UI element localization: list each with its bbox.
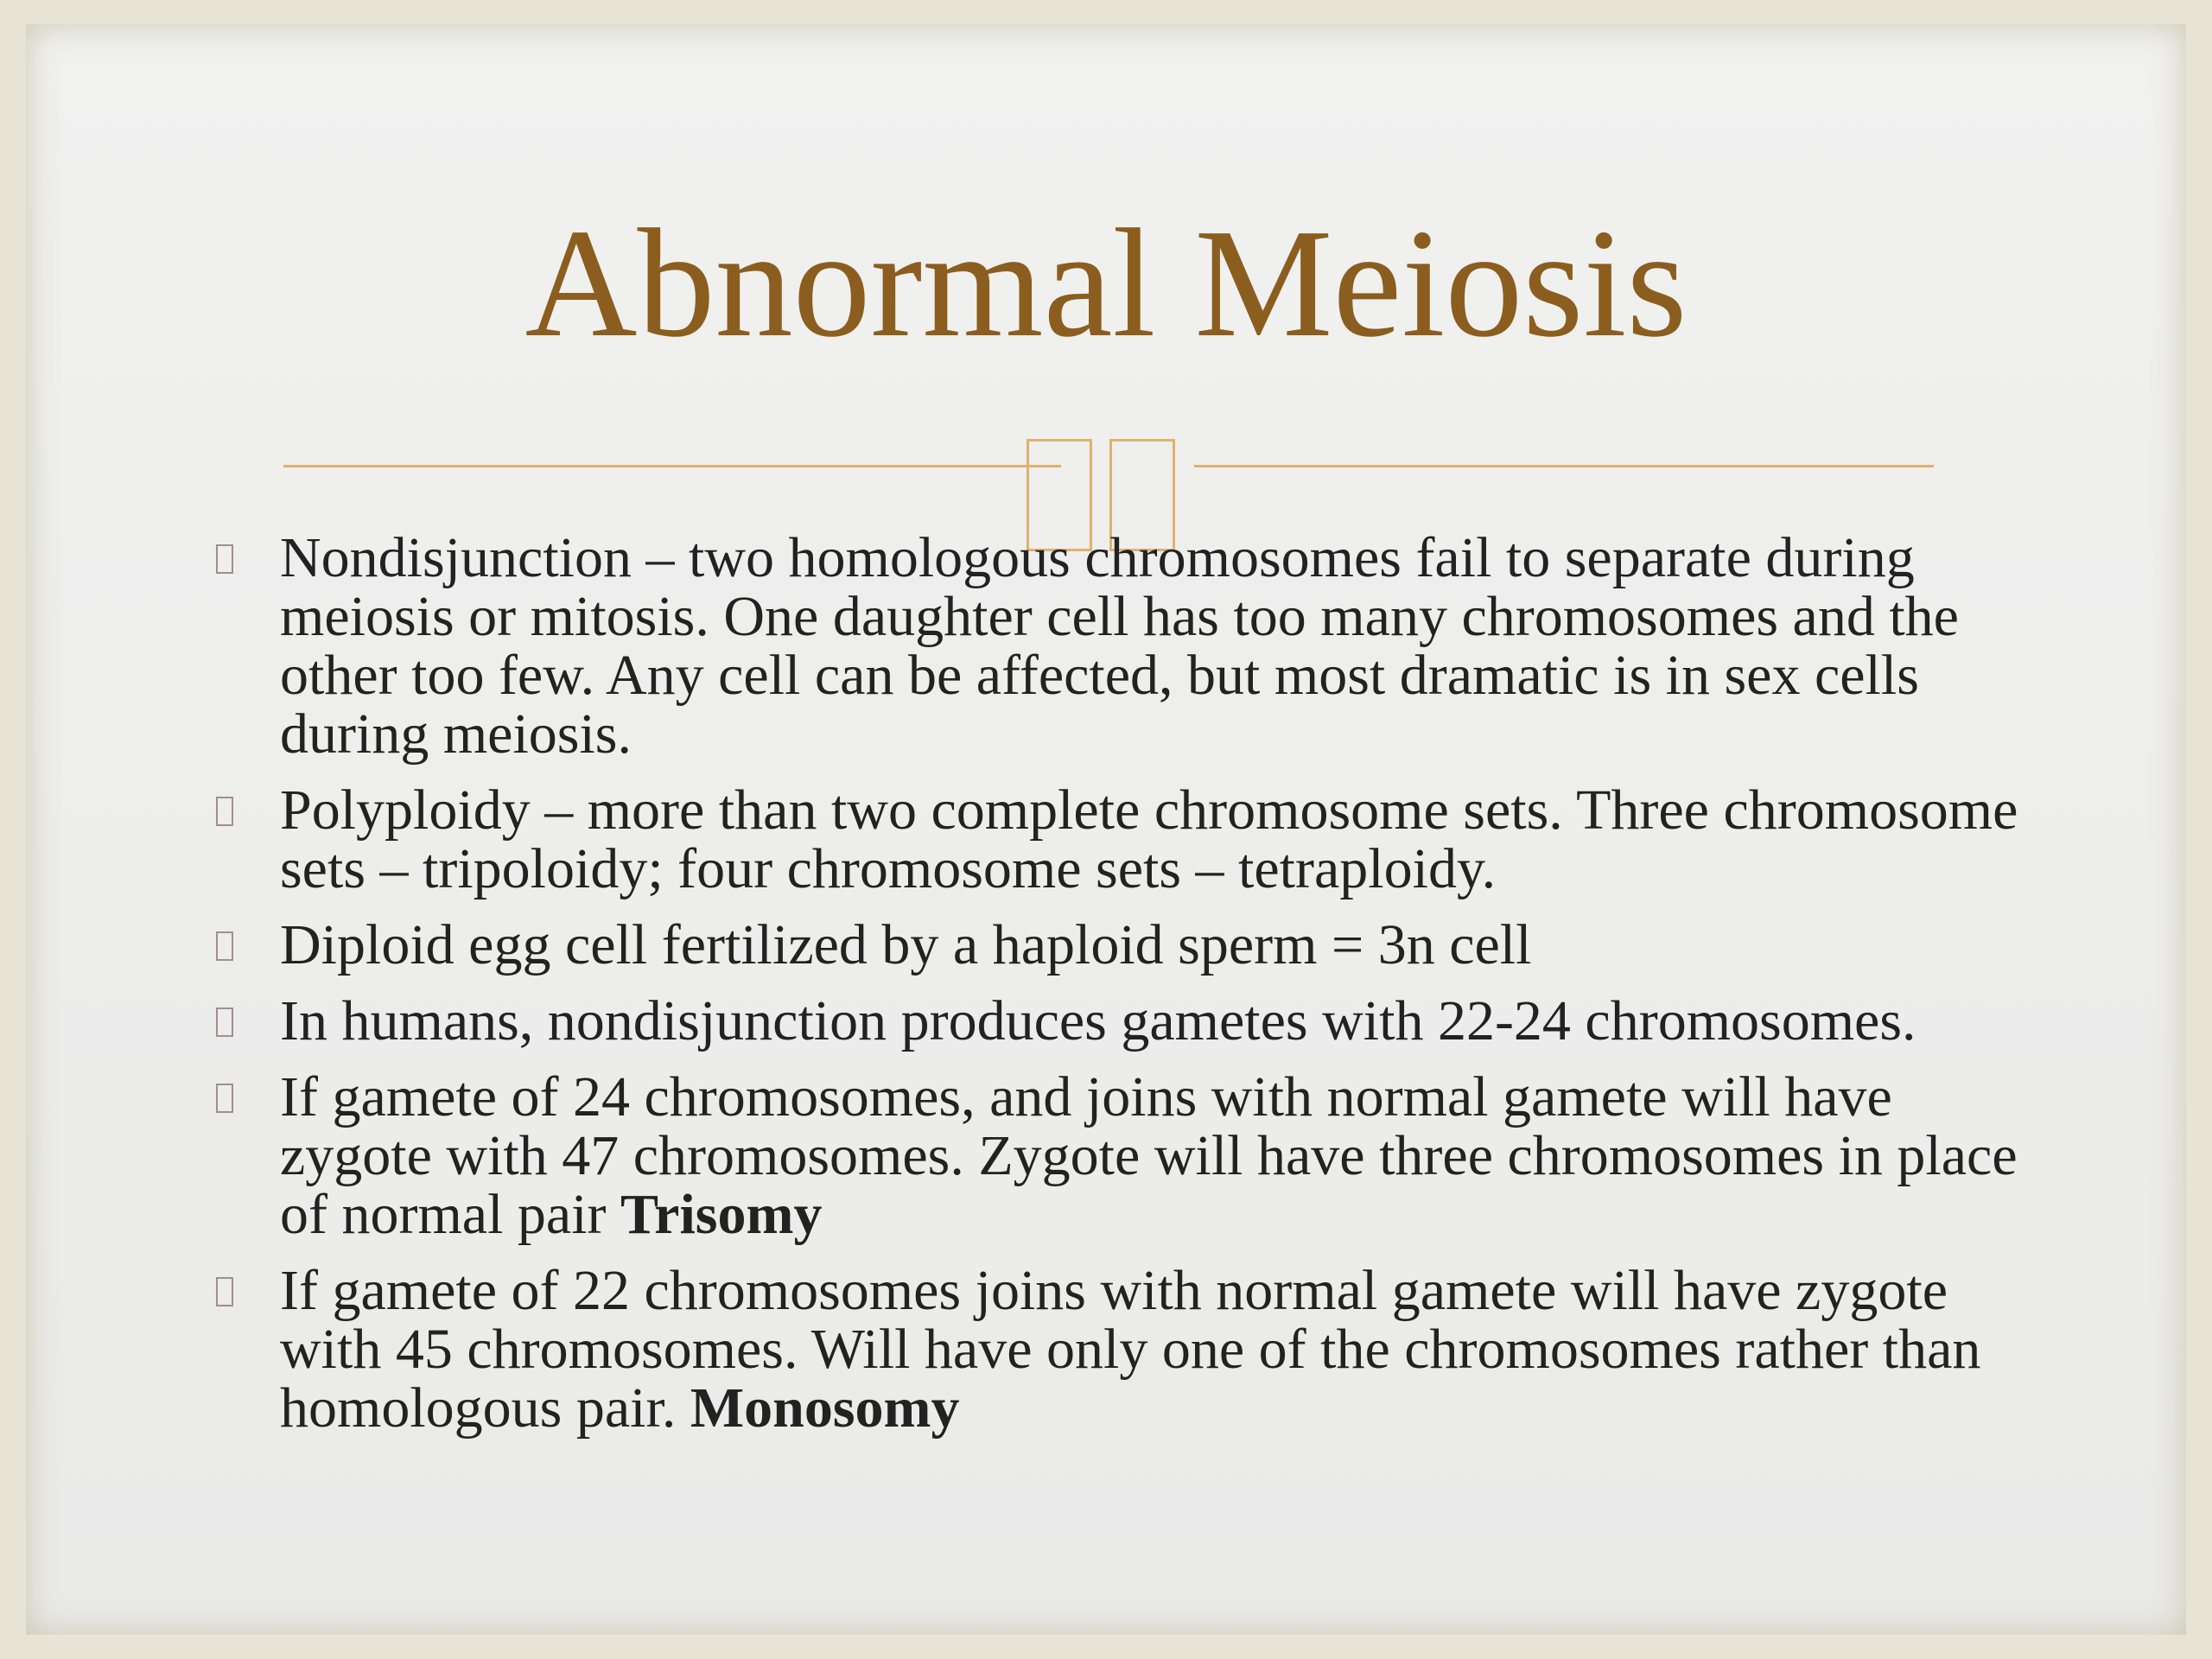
bullet-polyploidy: [190, 781, 2048, 899]
bullet-icon: [216, 1007, 233, 1037]
bullet-text: If gamete of 22 chromosomes joins with normal gamete will have zygote with 45 chromosomes. Will have only one of the chromosomes rather than homologous pair.: [280, 1259, 1981, 1440]
title-divider-left: [283, 465, 1061, 467]
bullet-text: Diploid egg cell fertilized by a haploid sperm = 3n cell: [280, 913, 1532, 976]
bullet-list: [190, 526, 2048, 1455]
bullet-text: In humans, nondisjunction produces gametes with 22-24 chromosomes.: [280, 989, 1916, 1052]
bullet-icon: [216, 1084, 233, 1113]
bullet-text: Nondisjunction – two homologous chromosomes fail to separate during meiosis or mitosis. One daughter cell has too many chromosomes and the other too few. Any cell can be affected, but most dramatic is in sex cells during meiosis.: [280, 526, 1959, 766]
bullet-icon: [216, 797, 233, 826]
bullet-text: If gamete of 24 chromosomes, and joins with normal gamete will have zygote with 47 chromosomes. Zygote will have three chromosomes in place of normal pair: [280, 1065, 2018, 1246]
term-monosomy: Monosomy: [690, 1376, 960, 1440]
bullet-human-gametes: [190, 989, 2048, 1052]
bullet-icon: [216, 1277, 233, 1306]
bullet-icon: [216, 544, 233, 574]
term-trisomy: Trisomy: [620, 1183, 823, 1246]
bullet-monosomy: [190, 1259, 2048, 1440]
slide: [26, 24, 2186, 1635]
title-divider-right: [1194, 465, 1934, 467]
bullet-text: Polyploidy – more than two complete chromosome sets. Three chromosome sets – tripoloidy; four chromosome sets – tetraploidy.: [280, 779, 2018, 900]
bullet-diploid-egg: [190, 913, 2048, 976]
bullet-trisomy: [190, 1065, 2048, 1246]
slide-title: Abnormal Meiosis: [524, 197, 1688, 369]
bullet-nondisjunction: [190, 526, 2048, 766]
bullet-icon: [216, 931, 233, 961]
